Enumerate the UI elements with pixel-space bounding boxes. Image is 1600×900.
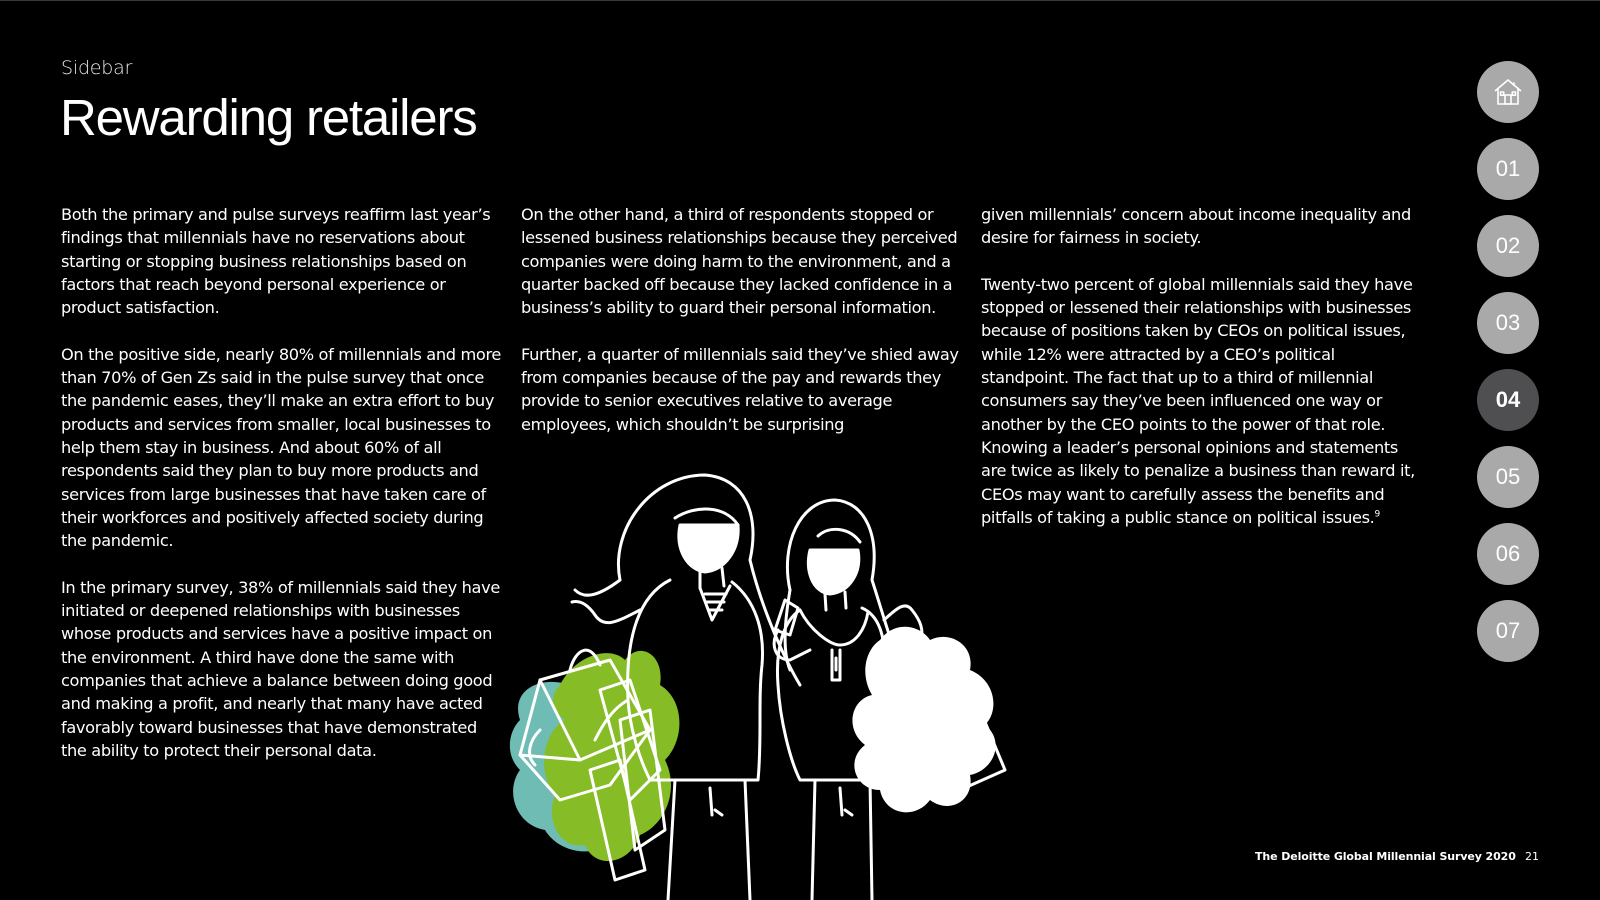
paragraph-text: Twenty-two percent of global millennials said they have stopped or lessened their relationships with businesses because of positions taken by CEOs on political issues, while 12% were attracted by a CEO’s political standpoint. The fact that up to a third of millennial consumers say they’ve been influenced one way or another by the CEO points to the power of that role. Knowing a leader’s personal opinions and statements are twice as likely to penalize a business than reward it, CEOs may want to carefully assess the benefits and pitfalls of taking a public stance on political issues. [981, 274, 1415, 527]
home-button[interactable] [1477, 61, 1539, 123]
nav-label: 07 [1495, 618, 1521, 643]
page-title: Rewarding retailers [60, 89, 477, 146]
house-icon [1489, 73, 1527, 111]
footnote-reference[interactable]: 9 [1374, 509, 1380, 520]
text-column-1 [61, 203, 507, 785]
text-column-3 [981, 203, 1427, 552]
section-eyebrow: Sidebar [61, 57, 133, 79]
nav-section-02[interactable] [1477, 215, 1539, 277]
paragraph-with-footnote [981, 273, 1427, 529]
paragraph: Further, a quarter of millennials said they’ve shied away from companies because of the pay and rewards they provide to senior executives relative to average employees, which shouldn’t be surprising [521, 344, 959, 434]
nav-label: 01 [1495, 156, 1521, 181]
paragraph: In the primary survey, 38% of millennials said they have initiated or deepened relationships with businesses whose products and services have a positive impact on the environment. A third have done the same with companies that achieve a balance between doing good and making a profit, and nearly that many have acted favorably toward businesses that have demonstrated the ability to protect their personal data. [61, 577, 500, 760]
paragraph: Both the primary and pulse surveys reaffirm last year’s findings that millennials have no reservations about starting or stopping business relationships based on factors that reach beyond personal experience or product satisfaction. [61, 205, 491, 318]
nav-section-01[interactable] [1477, 138, 1539, 200]
paragraph: On the positive side, nearly 80% of millennials and more than 70% of Gen Zs said in the pulse survey that once the pandemic eases, they’ll make an extra effort to buy products and services from smaller, local businesses to help them stay in business. And about 60% of all respondents said they plan to buy more products and services from large businesses that have taken care of their workforces and positively affected society during the pandemic. [61, 344, 502, 551]
nav-section-06[interactable] [1477, 523, 1539, 585]
nav-section-05[interactable] [1477, 446, 1539, 508]
nav-section-04[interactable] [1477, 369, 1539, 431]
shoppers-illustration [500, 470, 1040, 900]
paragraph: On the other hand, a third of respondents stopped or lessened business relationships because they perceived companies were doing harm to the environment, and a quarter backed off because they lacked confidence in a business’s ability to guard their personal information. [521, 205, 958, 318]
publication-title: The Deloitte Global Millennial Survey 2020 [1255, 850, 1516, 863]
top-rule [0, 0, 1600, 1]
nav-label: 03 [1495, 310, 1521, 335]
paragraph: given millennials’ concern about income inequality and desire for fairness in society. [981, 205, 1411, 248]
nav-section-07[interactable] [1477, 600, 1539, 662]
page-number: 21 [1525, 850, 1539, 863]
nav-label: 02 [1495, 233, 1521, 258]
nav-label: 06 [1495, 541, 1521, 566]
nav-section-03[interactable] [1477, 292, 1539, 354]
nav-label: 05 [1495, 464, 1521, 489]
text-column-2 [521, 203, 967, 459]
nav-label: 04 [1495, 387, 1521, 412]
